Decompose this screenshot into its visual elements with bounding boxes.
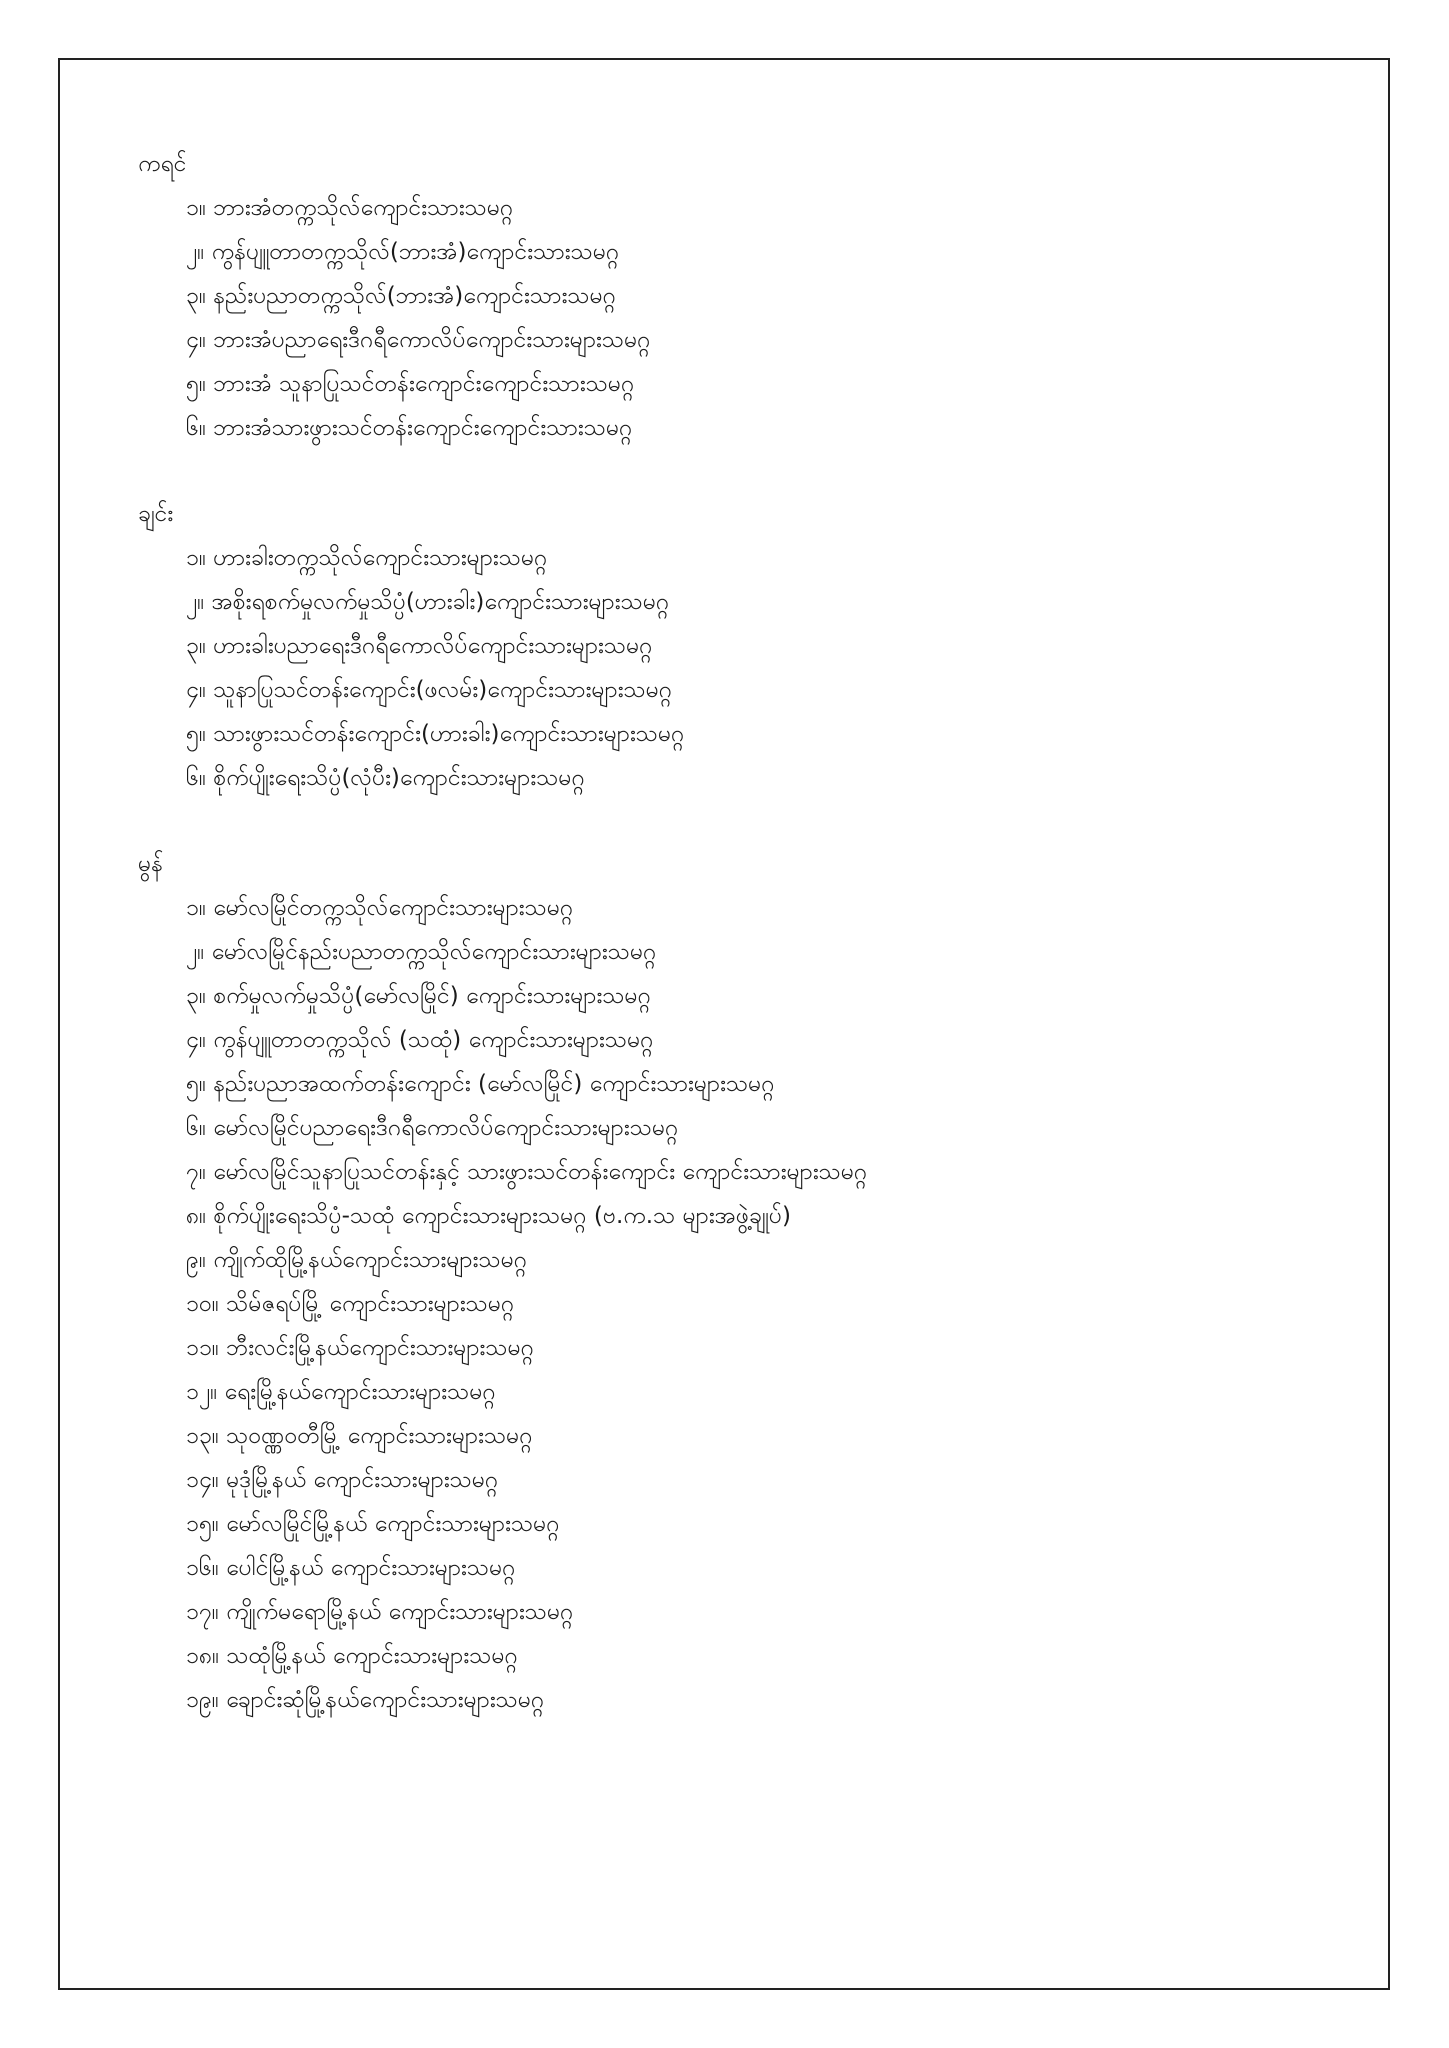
list-item: ၆။ စိုက်ပျိုးရေးသိပ္ပံ(လုံပီး)ကျောင်းသားများသမဂ္ဂ bbox=[186, 765, 585, 791]
list-item: ၁၁။ ဘီးလင်းမြို့နယ်ကျောင်းသားများသမဂ္ဂ bbox=[186, 1335, 534, 1361]
list-item: ၂။ အစိုးရစက်မှုလက်မှုသိပ္ပံ(ဟားခါး)ကျောင်းသားများသမဂ္ဂ bbox=[186, 589, 670, 615]
list-item: ၁၇။ ကျိုက်မရောမြို့နယ် ကျောင်းသားများသမဂ္ဂ bbox=[186, 1599, 574, 1625]
document-body bbox=[138, 142, 1338, 1764]
item-list bbox=[138, 536, 1338, 800]
section-chin bbox=[138, 492, 1338, 800]
list-item: ၁၈။ သထုံမြို့နယ် ကျောင်းသားများသမဂ္ဂ bbox=[186, 1643, 518, 1669]
list-item: ၄။ သူနာပြုသင်တန်းကျောင်း(ဖလမ်း)ကျောင်းသားများသမဂ္ဂ bbox=[186, 677, 673, 703]
list-item: ၄။ ဘားအံပညာရေးဒီဂရီကောလိပ်ကျောင်းသားများသမဂ္ဂ bbox=[186, 327, 651, 353]
list-item: ၆။ မော်လမြိုင်ပညာရေးဒီဂရီကောလိပ်ကျောင်းသားများသမဂ္ဂ bbox=[186, 1115, 679, 1141]
list-item: ၁၂။ ရေးမြို့နယ်ကျောင်းသားများသမဂ္ဂ bbox=[186, 1379, 496, 1405]
list-item: ၁။ မော်လမြိုင်တက္ကသိုလ်ကျောင်းသားများသမဂ္ဂ bbox=[186, 895, 574, 921]
list-item: ၁၄။ မုဒုံမြို့နယ် ကျောင်းသားများသမဂ္ဂ bbox=[186, 1467, 499, 1493]
list-item: ၄။ ကွန်ပျူတာတက္ကသိုလ် (သထုံ) ကျောင်းသားများသမဂ္ဂ bbox=[186, 1027, 654, 1053]
list-item: ၅။ ဘားအံ သူနာပြုသင်တန်းကျောင်းကျောင်းသားသမဂ္ဂ bbox=[186, 371, 635, 397]
list-item: ၁။ ဘားအံတက္ကသိုလ်ကျောင်းသားသမဂ္ဂ bbox=[186, 195, 514, 221]
section-title: ကရင် bbox=[138, 151, 187, 177]
list-item: ၃။ စက်မှုလက်မှုသိပ္ပံ(မော်လမြိုင်) ကျောင်းသားများသမဂ္ဂ bbox=[186, 983, 651, 1009]
list-item: ၁၅။ မော်လမြိုင်မြို့နယ် ကျောင်းသားများသမဂ္ဂ bbox=[186, 1511, 560, 1537]
list-item: ၈။ စိုက်ပျိုးရေးသိပ္ပံ-သထုံ ကျောင်းသားများသမဂ္ဂ (ဗ.က.သ များအဖွဲ့ချုပ်) bbox=[186, 1203, 791, 1229]
section-title: ချင်း bbox=[138, 501, 174, 527]
list-item: ၂။ မော်လမြိုင်နည်းပညာတက္ကသိုလ်ကျောင်းသားများသမဂ္ဂ bbox=[186, 939, 657, 965]
list-item: ၂။ ကွန်ပျူတာတက္ကသိုလ်(ဘားအံ)ကျောင်းသားသမဂ္ဂ bbox=[186, 239, 620, 265]
list-item: ၃။ နည်းပညာတက္ကသိုလ်(ဘားအံ)ကျောင်းသားသမဂ္ဂ bbox=[186, 283, 616, 309]
item-list bbox=[138, 886, 1338, 1722]
list-item: ၉။ ကျိုက်ထိုမြို့နယ်ကျောင်းသားများသမဂ္ဂ bbox=[186, 1247, 527, 1273]
list-item: ၆။ ဘားအံသားဖွားသင်တန်းကျောင်းကျောင်းသားသမဂ္ဂ bbox=[186, 415, 633, 441]
list-item: ၁၉။ ချောင်းဆုံမြို့နယ်ကျောင်းသားများသမဂ္ဂ bbox=[186, 1687, 545, 1713]
list-item: ၃။ ဟားခါးပညာရေးဒီဂရီကောလိပ်ကျောင်းသားများသမဂ္ဂ bbox=[186, 633, 653, 659]
list-item: ၁၀။ သိမ်ဇရပ်မြို့ ကျောင်းသားများသမဂ္ဂ bbox=[186, 1291, 515, 1317]
list-item: ၁၃။ သုဝဏ္ဏဝတီမြို့ ကျောင်းသားများသမဂ္ဂ bbox=[186, 1423, 533, 1449]
list-item: ၁။ ဟားခါးတက္ကသိုလ်ကျောင်းသားများသမဂ္ဂ bbox=[186, 545, 548, 571]
list-item: ၅။ နည်းပညာအထက်တန်းကျောင်း (မော်လမြိုင်) ကျောင်းသားများသမဂ္ဂ bbox=[186, 1071, 775, 1097]
list-item: ၇။ မော်လမြိုင်သူနာပြုသင်တန်းနှင့် သားဖွားသင်တန်းကျောင်း ကျောင်းသားများသမဂ္ဂ bbox=[186, 1159, 868, 1185]
list-item: ၁၆။ ပေါင်မြို့နယ် ကျောင်းသားများသမဂ္ဂ bbox=[186, 1555, 516, 1581]
section-karen bbox=[138, 142, 1338, 450]
section-title: မွန် bbox=[138, 851, 164, 877]
item-list bbox=[138, 186, 1338, 450]
section-mon bbox=[138, 842, 1338, 1722]
list-item: ၅။ သားဖွားသင်တန်းကျောင်း(ဟားခါး)ကျောင်းသားများသမဂ္ဂ bbox=[186, 721, 685, 747]
